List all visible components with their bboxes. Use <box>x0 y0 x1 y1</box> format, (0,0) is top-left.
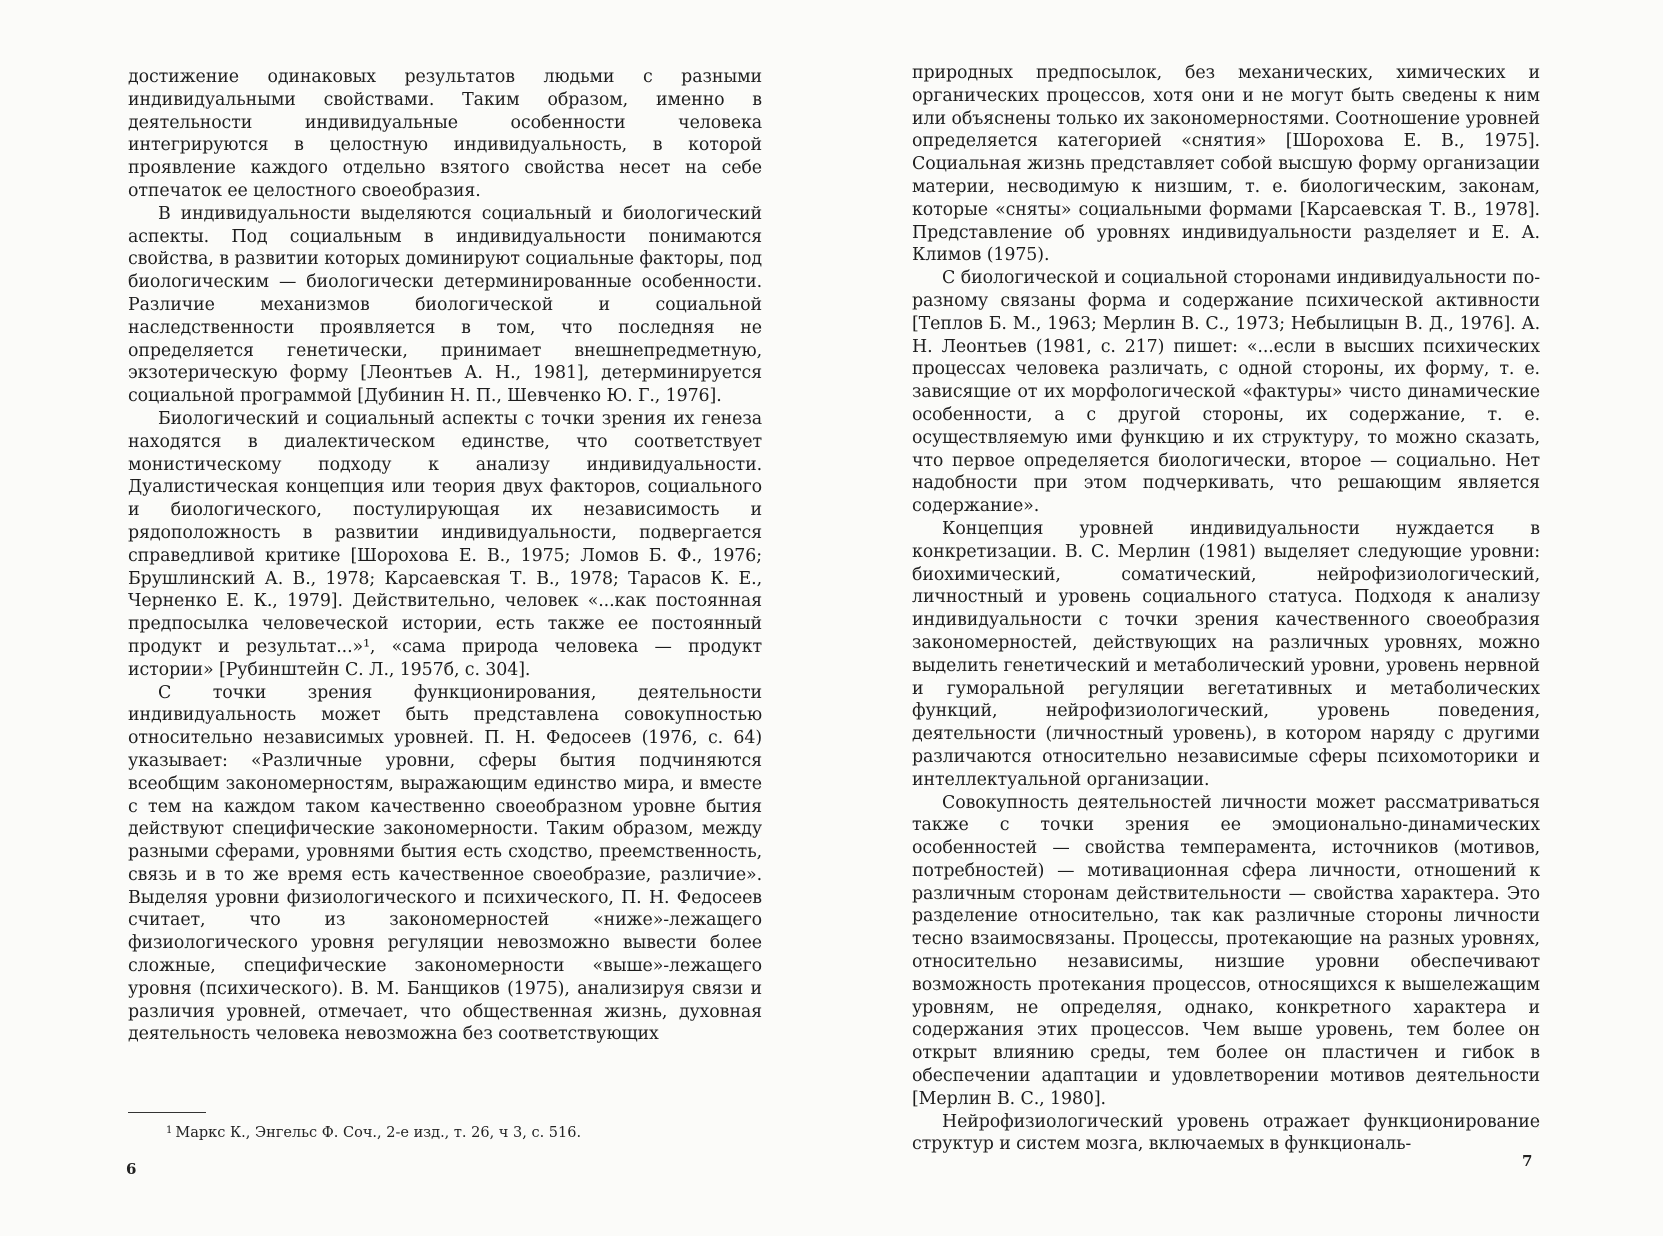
paragraph: Биологический и социальный аспекты с точки зрения их генеза находятся в диалектическом единстве, что соответствует монистическому подходу к анализу индивидуальности. Дуалистическая концепция или теория двух факторов, социального и биологического, постулирующая их независимость и рядоположность в развитии индивидуальности, подвергается справедливой критике [Шорохова Е. В., 1975; Ломов Б. Ф., 1976; Брушлинский А. В., 1978; Карсаевская Т. В., 1978; Тарасов К. Е., Черненко Е. К., 1979]. Действительно, человек «...как постоянная предпосылка человеческой истории, есть также ее постоянный продукт и результат...»¹, «сама природа человека — продукт истории» [Рубинштейн С. Л., 1957б, с. 304]. <box>128 408 762 680</box>
footnote-mark: 1 <box>166 1125 173 1136</box>
paragraph: С точки зрения функционирования, деятельности индивидуальность может быть представлена совокупностью относительно независимых уровней. П. Н. Федосеев (1976, с. 64) указывает: «Различные уровни, сферы бытия подчиняются всеобщим закономерностям, выражающим единство мира, и вместе с тем на каждом таком качественно своеобразном уровне бытия действуют специфические закономерности. Таким образом, между разными сферами, уровнями бытия есть сходство, преемственность, связь и в то же время есть качественное своеобразие, различие». Выделяя уровни физиологического и психического, П. Н. Федосеев считает, что из закономерностей «ниже»-лежащего физиологического уровня регуляции невозможно вывести более сложные, специфические закономерности «выше»-лежащего уровня (психического). В. М. Банщиков (1975), анализируя связи и различия уровней, отмечает, что общественная жизнь, духовная деятельность человека невозможна без соответствующих <box>128 682 762 1045</box>
footnote-text: Маркс К., Энгельс Ф. Соч., 2-е изд., т. 26, ч 3, с. 516. <box>175 1125 582 1141</box>
paragraph: Совокупность деятельностей личности может рассматриваться также с точки зрения ее эмоционально-динамических особенностей — свойства темперамента, источников (мотивов, потребностей) — мотивационная сфера личности, отношений к различным сторонам действительности — свойства характера. Это разделение относительно, так как различные стороны личности тесно взаимосвязаны. Процессы, протекающие на разных уровнях, относительно независимы, низшие уровни обеспечивают возможность протекания процессов, относящихся к вышележащим уровням, не определяя, однако, конкретного характера и содержания этих процессов. Чем выше уровень, тем более он открыт влиянию среды, тем более он пластичен и гибок в обеспечении адаптации и удовлетворении мотивов деятельности [Мерлин В. С., 1980]. <box>912 792 1540 1109</box>
paragraph: природных предпосылок, без механических, химических и органических процессов, хотя они и не могут быть сведены к ним или объяснены только их закономерностями. Соотношение уровней определяется категорией «снятия» [Шорохова Е. В., 1975]. Социальная жизнь представляет собой высшую форму организации материи, несводимую к низшим, т. е. биологическим, законам, которые «сняты» социальными формами [Карсаевская Т. В., 1978]. Представление об уровнях индивидуальности разделяет и Е. А. Климов (1975). <box>912 63 1540 266</box>
paragraph: достижение одинаковых результатов людьми с разными индивидуальными свойствами. Таким образом, именно в деятельности индивидуальные особенности человека интегрируются в целостную индивидуальность, в которой проявление каждого отдельно взятого свойства несет на себе отпечаток ее целостного своеобразия. <box>128 67 762 201</box>
paragraph: С биологической и социальной сторонами индивидуальности по-разному связаны форма и содержание психической активности [Теплов Б. М., 1963; Мерлин В. С., 1973; Небылицын В. Д., 1976]. А. Н. Леонтьев (1981, с. 217) пишет: «...если в высших психических процессах человека различать, с одной стороны, их форму, т. е. зависящие от их морфологической «фактуры» чисто динамические особенности, а с другой стороны, их содержание, т. е. осуществляемую ими функцию и их структуру, то можно сказать, что первое определяется биологически, второе — социально. Нет надобности при этом подчеркивать, что решающим является содержание». <box>912 268 1540 517</box>
footnote <box>166 1122 581 1142</box>
page-number-right: 7 <box>1522 1152 1533 1170</box>
paragraph: Нейрофизиологический уровень отражает функционирование структур и систем мозга, включаемых в функциональ- <box>912 1111 1540 1155</box>
footnote-divider <box>128 1112 206 1113</box>
page-number-left: 6 <box>126 1160 137 1178</box>
left-page-text <box>128 66 762 1046</box>
paragraph: Концепция уровней индивидуальности нуждается в конкретизации. В. С. Мерлин (1981) выделяет следующие уровни: биохимический, соматический, нейрофизиологический, личностный и уровень социального статуса. Подходя к анализу индивидуальности с точки зрения качественного своеобразия закономерностей, действующих на различных уровнях, можно выделить генетический и метаболический уровни, уровень нервной и гуморальной регуляции вегетативных и метаболических функций, нейрофизиологический, уровень поведения, деятельности (личностный уровень), в котором наряду с другими различаются относительно независимые сферы психомоторики и интеллектуальной организации. <box>912 518 1540 790</box>
paragraph: В индивидуальности выделяются социальный и биологический аспекты. Под социальным в индивидуальности понимаются свойства, в развитии которых доминируют социальные факторы, под биологическим — биологически детерминированные особенности. Различие механизмов биологической и социальной наследственности проявляется в том, что последняя не определяется генетически, принимает внешнепредметную, экзотерическую форму [Леонтьев А. Н., 1981], детерминируется социальной программой [Дубинин Н. П., Шевченко Ю. Г., 1976]. <box>128 203 762 407</box>
right-page-text <box>912 62 1540 1156</box>
